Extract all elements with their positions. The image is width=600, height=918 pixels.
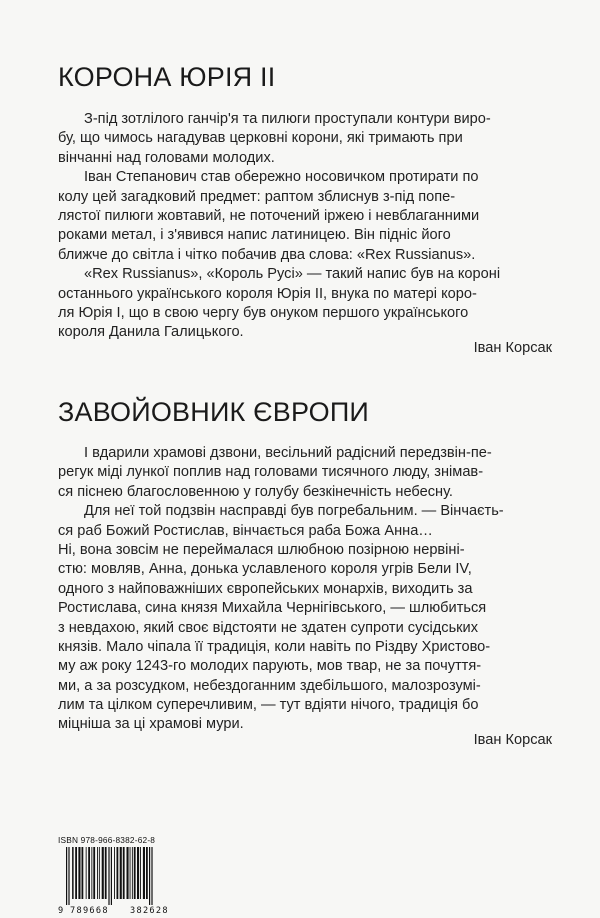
- paragraph-line: му аж року 1243-го молодих парують, мов твар, не за почуття-: [58, 658, 482, 675]
- barcode-bar: [105, 847, 107, 899]
- paragraph-line: колу цей загадковий предмет: раптом зблиснув з-під попе-: [58, 188, 456, 205]
- barcode-bar: [146, 847, 148, 899]
- paragraph-line: ми, а за розсудком, небездоганним здебільшого, малозрозумі-: [58, 677, 481, 694]
- paragraph-line: одного з найповажніших європейських монархів, виходить за: [58, 580, 473, 597]
- author-2: Іван Корсак: [473, 732, 552, 748]
- barcode-bar: [151, 847, 152, 905]
- barcode-bar: [143, 847, 145, 899]
- barcode-bar: [75, 847, 77, 899]
- barcode-bar: [78, 847, 80, 899]
- paragraph-line: роками метал, і з'явився напис латиницею. Він підніс його: [58, 227, 451, 244]
- paragraph-line: вінчанні над головами молодих.: [58, 149, 275, 166]
- barcode-bar: [134, 847, 136, 899]
- barcode-digits-left: 789668: [70, 906, 109, 916]
- paragraph-line: лястої пилюги жовтавий, не поточений іржею і невблаганними: [58, 207, 480, 224]
- barcode-bar: [117, 847, 119, 899]
- barcode-bar: [127, 847, 129, 899]
- paragraph-line: Ростислава, сина князя Михайла Чернігівського, — шлюбиться: [58, 600, 487, 617]
- paragraph-line: ближче до світла і чітко побачив два слова: «Rex Russianus».: [58, 246, 476, 263]
- paragraph-line: князів. Мало чіпала її традиція, коли навіть по Різдву Христово-: [58, 638, 491, 655]
- barcode-bar: [123, 847, 125, 899]
- isbn-label: ISBN 978-966-8382-62-8: [58, 835, 156, 845]
- paragraph-line: короля Данила Галицького.: [58, 324, 244, 341]
- paragraph-line: Ні, вона зовсім не переймалася шлюбною позірною нервіні-: [58, 541, 465, 558]
- section-body-2: [58, 444, 553, 735]
- barcode-bar: [102, 847, 104, 899]
- barcode-bar: [132, 847, 133, 899]
- barcode-bar: [66, 847, 67, 905]
- barcode-bar: [120, 847, 122, 899]
- paragraph-line: лим та цілком суперечливим, — тут вдіяти нічого, традиція бо: [58, 697, 479, 714]
- barcode-bar: [97, 847, 98, 899]
- paragraph-line: стю: мовляв, Анна, донька уславленого короля угрів Бели IV,: [58, 561, 472, 578]
- paragraph-line: «Rex Russianus», «Король Русі» — такий напис був на короні: [84, 266, 501, 283]
- paragraph-line: Іван Степанович став обережно носовичком протирати по: [84, 169, 479, 186]
- paragraph-line: Для неї той подзвін насправді був погребальним. — Вінчаєть-: [84, 503, 504, 520]
- barcode-bar: [99, 847, 100, 899]
- barcode-bar: [68, 847, 69, 905]
- barcode-bar: [91, 847, 92, 899]
- section-body-1: [58, 110, 553, 343]
- paragraph-line: З-під зотлілого ганчір'я та пилюги проступали контури виро-: [84, 111, 491, 127]
- section-title-2: ЗАВОЙОВНИК ЄВРОПИ: [58, 397, 370, 427]
- barcode-bar: [137, 847, 139, 899]
- paragraph-line: І вдарили храмові дзвони, весільний радісний передзвін-пе-: [84, 445, 492, 461]
- barcode-image: [58, 847, 194, 905]
- paragraph-line: останнього українського короля Юрія ІІ, внука по матері коро-: [58, 285, 477, 302]
- barcode-digits: [58, 906, 196, 916]
- barcode-bar: [82, 847, 84, 899]
- paragraph-line: ля Юрія І, що в свою чергу був онуком першого українського: [58, 304, 469, 321]
- paragraph-line: міцніша за ці храмові мури.: [58, 716, 244, 733]
- isbn-barcode-block: [58, 835, 196, 916]
- barcode-bar: [111, 847, 112, 905]
- barcode-bar: [88, 847, 90, 899]
- barcode-bar: [93, 847, 95, 899]
- barcode-bar: [130, 847, 131, 899]
- paragraph-line: бу, що чимось нагадував церковні корони, які тримають при: [58, 130, 463, 147]
- barcode-bar: [140, 847, 141, 899]
- barcode-digits-right: 382628: [130, 906, 169, 916]
- author-1: Іван Корсак: [473, 340, 552, 356]
- barcode-bar: [108, 847, 109, 905]
- barcode-digit-first: 9: [58, 906, 64, 916]
- section-title-1: КОРОНА ЮРІЯ ІІ: [58, 62, 276, 92]
- paragraph-line: ся піснею благословенною у голубу безкінечність небесну.: [58, 483, 453, 500]
- barcode-bar: [149, 847, 150, 905]
- paragraph-line: з невдахою, який своє відстояти не здатен супроти сусідських: [58, 619, 479, 636]
- paragraph-line: ся раб Божий Ростислав, вінчається раба Божа Анна…: [58, 522, 433, 539]
- barcode-bar: [72, 847, 74, 899]
- barcode-bar: [86, 847, 87, 899]
- barcode-bar: [114, 847, 115, 899]
- paragraph-line: регук міді лункої поплив над головами тисячного люду, знімав-: [58, 464, 484, 481]
